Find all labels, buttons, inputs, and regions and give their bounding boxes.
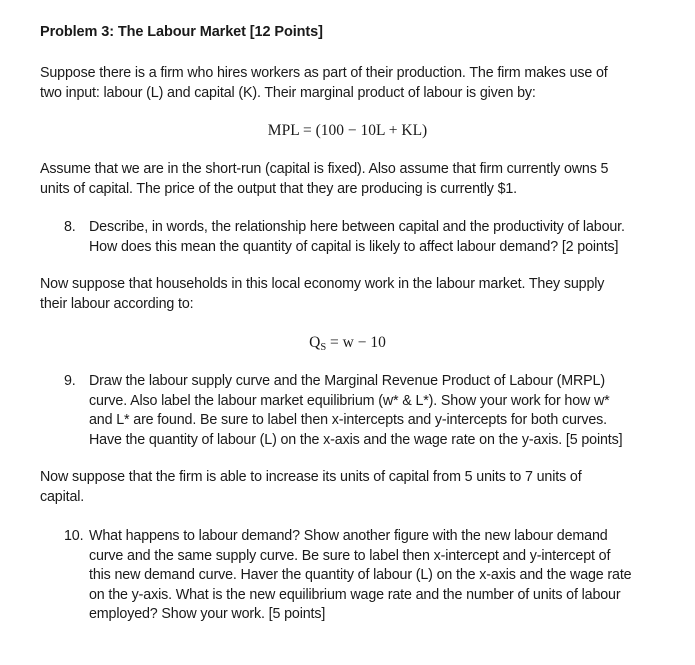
assumption-line: units of capital. The price of the output that they are producing is currently $1. (40, 180, 517, 197)
question-line: curve. Also label the labour market equilibrium (w* & L*). Show your work for how w* (89, 392, 610, 409)
question-line: on the y-axis. What is the new equilibrium wage rate and the number of units of labour (89, 586, 621, 603)
supply-subscript: S (320, 342, 327, 353)
question-8 (64, 218, 674, 257)
intro-line: Suppose there is a firm who hires workers as part of their production. The firm makes use of (40, 65, 608, 81)
capital-paragraph (40, 468, 665, 507)
mpl-equation: MPL = (100 − 10L + KL) (267, 122, 428, 139)
supply-lhs: Q (309, 334, 321, 351)
capital-line: capital. (40, 488, 85, 505)
intro-paragraph (40, 64, 665, 103)
question-line: What happens to labour demand? Show another figure with the new labour demand (89, 528, 608, 544)
question-text (89, 527, 674, 625)
capital-line: Now suppose that the firm is able to increase its units of capital from 5 units to 7 units of (40, 469, 582, 485)
question-10 (64, 527, 674, 625)
supply-rhs: = w − 10 (326, 334, 386, 351)
question-number: 8. (64, 219, 76, 235)
households-line: Now suppose that households in this local economy work in the labour market. They supply (40, 276, 605, 292)
question-line: Have the quantity of labour (L) on the x-axis and the wage rate on the y-axis. [5 points] (89, 431, 623, 448)
question-text (89, 218, 674, 257)
question-line: Draw the labour supply curve and the Marginal Revenue Product of Labour (MRPL) (89, 373, 605, 389)
problem-heading: Problem 3: The Labour Market [12 Points] (40, 24, 323, 40)
question-line: How does this mean the quantity of capital is likely to affect labour demand? [2 points] (89, 238, 619, 255)
households-paragraph (40, 275, 665, 314)
question-line: and L* are found. Be sure to label then x-intercepts and y-intercepts for both curves. (89, 412, 607, 428)
assumption-line: Assume that we are in the short-run (capital is fixed). Also assume that firm currently owns 5 (40, 161, 609, 177)
question-line: employed? Show your work. [5 points] (89, 606, 326, 622)
question-number: 10. (64, 528, 84, 544)
question-9 (64, 372, 674, 450)
assumption-paragraph (40, 160, 665, 199)
question-line: this new demand curve. Haver the quantity of labour (L) on the x-axis and the wage rate (89, 567, 632, 583)
intro-line: two input: labour (L) and capital (K). Their marginal product of labour is given by: (40, 84, 536, 101)
households-line: their labour according to: (40, 295, 194, 312)
question-number: 9. (64, 373, 76, 389)
question-text (89, 372, 674, 450)
question-line: curve and the same supply curve. Be sure to label then x-intercept and y-intercept of (89, 547, 611, 564)
question-line: Describe, in words, the relationship here between capital and the productivity of labour. (89, 219, 625, 235)
supply-equation (0, 333, 695, 358)
